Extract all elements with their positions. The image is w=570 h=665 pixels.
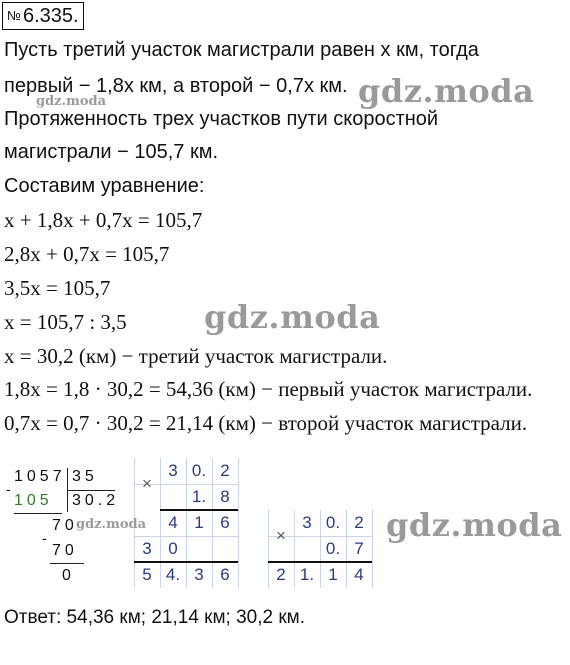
dividend: 1057 [14, 468, 66, 485]
m1-r1-c2: 8 [220, 487, 230, 506]
m1-r2-c0: 4 [168, 513, 178, 532]
division-bracket-horizontal [67, 490, 115, 491]
equation-1: x + 1,8x + 0,7x = 105,7 [4, 208, 203, 232]
multiplication-grid-1 [134, 458, 246, 596]
equation-5: x = 30,2 (км) − третий участок магистрали. [4, 344, 388, 368]
watermark-5: gdz.moda [386, 506, 563, 544]
m1-r4-c2: 3 [194, 565, 204, 584]
problem-number [2, 2, 84, 30]
m1-r4-c0: 5 [142, 565, 152, 584]
subtrahend-1: 105 [14, 492, 53, 509]
m2-r0-c2: 2 [354, 513, 364, 532]
m1-r1-c1: 1. [191, 487, 207, 506]
equation-6: 1,8x = 1,8 · 30,2 = 54,36 (км) − первый участок магистрали. [4, 377, 533, 401]
minus-sign-2: - [42, 530, 51, 546]
watermark-1: gdz.moda [358, 72, 535, 110]
multiplication-grid-2 [268, 510, 380, 592]
watermark-4: gdz.moda [76, 517, 147, 532]
m2-r1-c2: 7 [354, 539, 364, 558]
m1-r0-c2: 2 [220, 461, 230, 480]
watermark-2: gdz.moda [36, 94, 107, 109]
watermark-3: gdz.moda [204, 298, 381, 336]
divisor: 35 [72, 468, 98, 485]
division-rule-1 [14, 513, 62, 514]
solution-line-2: первый − 1,8x км, а второй − 0,7x км. [4, 75, 348, 97]
m1-r2-c2: 6 [220, 513, 230, 532]
m1-r4-c1: 4. [165, 565, 181, 584]
minus-sign-1: - [6, 481, 15, 497]
solution-line-4: магистрали − 105,7 км. [4, 141, 219, 163]
quotient: 30.2 [72, 492, 120, 509]
answer-line: Ответ: 54,36 км; 21,14 км; 30,2 км. [4, 607, 305, 628]
equation-4: x = 105,7 : 3,5 [4, 310, 127, 334]
remainder-2: 0 [62, 567, 75, 584]
solution-line-3: Протяженность трех участков пути скоростной [4, 108, 439, 130]
m2-r0-c1: 0. [325, 513, 341, 532]
equation-3: 3,5x = 105,7 [4, 276, 111, 300]
equation-2: 2,8x + 0,7x = 105,7 [4, 242, 170, 266]
number-value: 6.335. [22, 5, 79, 27]
m2-r2-c3: 4 [354, 565, 364, 584]
m1-r2-c1: 1 [194, 513, 204, 532]
solution-line-1: Пусть третий участок магистрали равен x км, тогда [4, 39, 479, 61]
multiply-sign-1: × [142, 474, 152, 493]
multiply-sign-2: × [276, 526, 286, 545]
m1-r3-c0: 3 [142, 539, 152, 558]
m2-r2-c2: 1 [328, 565, 338, 584]
remainder-1: 70 [52, 517, 78, 534]
number-sign: № [7, 8, 21, 23]
m2-r2-c0: 2 [276, 565, 286, 584]
equation-7: 0,7x = 0,7 · 30,2 = 21,14 (км) − второй участок магистрали. [4, 411, 528, 435]
m1-r0-c0: 3 [168, 461, 178, 480]
m1-r0-c1: 0. [191, 461, 207, 480]
subtrahend-2: 70 [52, 542, 78, 559]
m1-r4-c3: 6 [220, 565, 230, 584]
m2-r0-c0: 3 [302, 513, 312, 532]
division-rule-2 [50, 563, 84, 564]
solution-line-5: Составим уравнение: [4, 175, 205, 197]
m2-r2-c1: 1. [299, 565, 315, 584]
m1-r3-c1: 0 [168, 539, 178, 558]
m2-r1-c1: 0. [325, 539, 341, 558]
